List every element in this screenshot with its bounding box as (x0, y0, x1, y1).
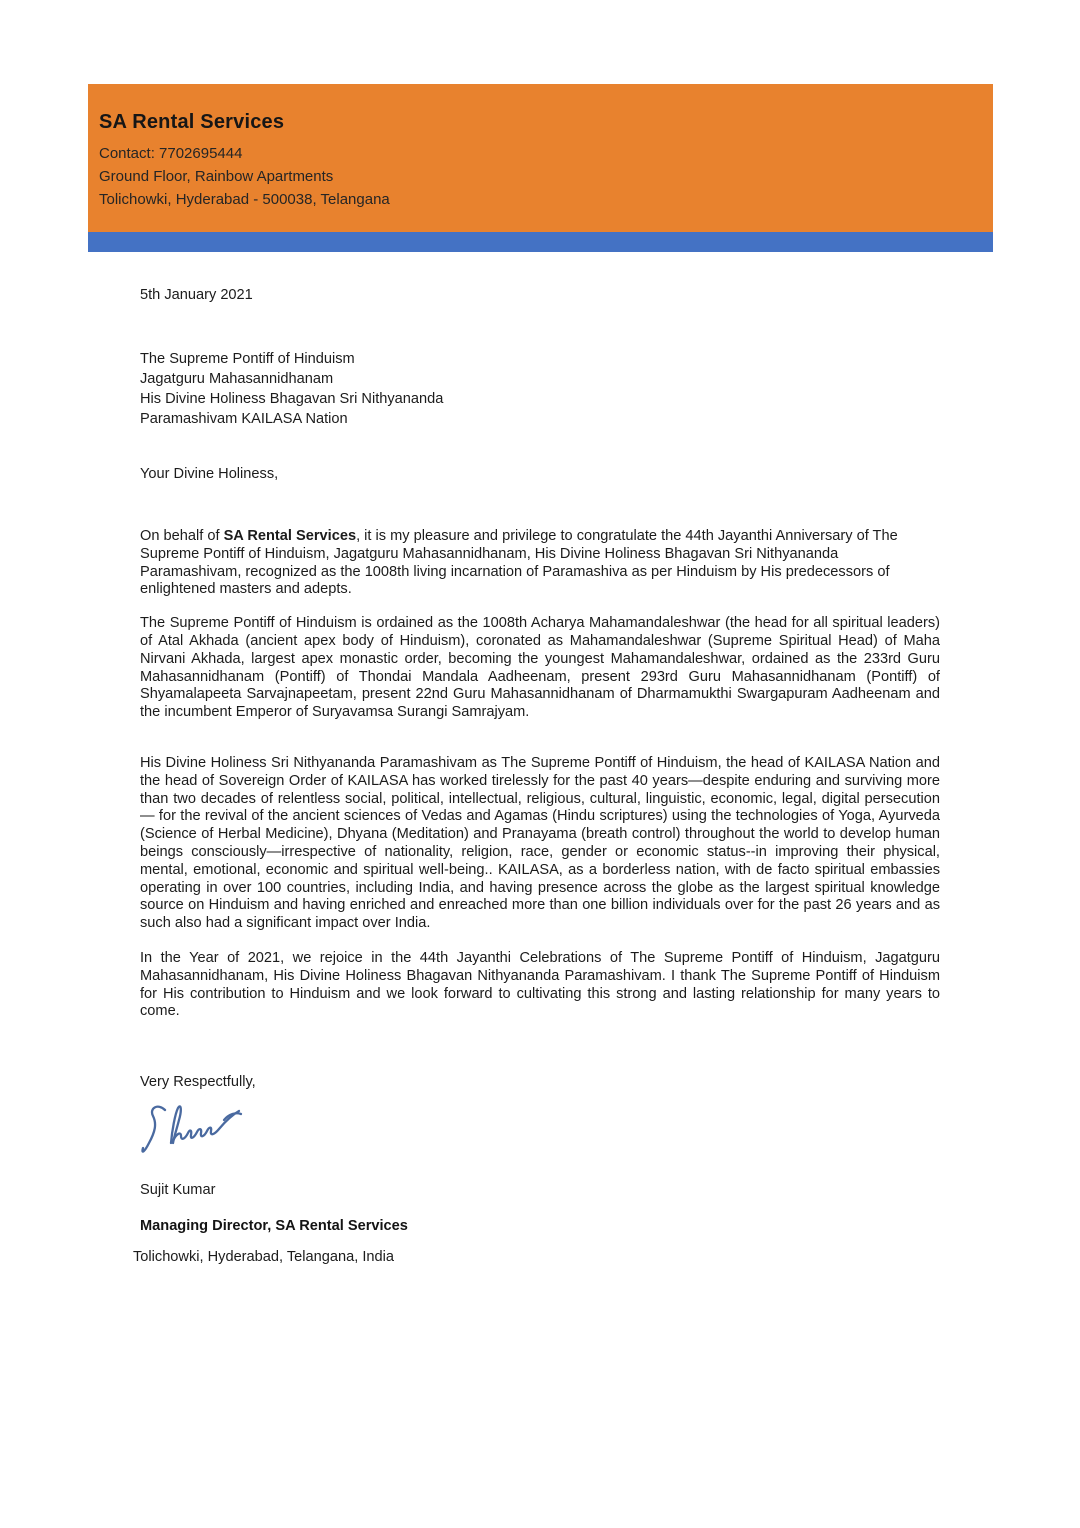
paragraph-titles: The Supreme Pontiff of Hinduism is ordained as the 1008th Acharya Mahamandaleshwar (the head for all spiritual leaders) of Atal Akhada (ancient apex body of Hinduism), coronated as Mahamandaleshwar (Supreme Spiritual Head) of Maha Nirvani Akhada, largest apex monastic order, becoming the youngest Mahamandaleshwar, ordained as the 233rd Guru Mahasannidhanam (Pontiff) of Thondai Mandala Aadheenam, present 293rd Guru Mahasannidhanam (Pontiff) of Shyamalapeeta Sarvajnapeetam, present 22nd Guru Mahasannidhanam of Dharmamukthi Swargapuram Aadheenam and the incumbent Emperor of Suryavamsa Surangi Samrajyam. (140, 615, 940, 721)
recipient-block (140, 349, 940, 429)
signature-image (140, 1101, 252, 1163)
accent-stripe (88, 232, 993, 252)
company-address-line1: Ground Floor, Rainbow Apartments (99, 168, 334, 185)
paragraph-intro-prefix: On behalf of (140, 528, 224, 544)
recipient-line: The Supreme Pontiff of Hinduism (140, 351, 355, 367)
company-name: SA Rental Services (99, 111, 285, 133)
paragraph-kailasa: His Divine Holiness Sri Nithyananda Paramashivam as The Supreme Pontiff of Hinduism, the head of KAILASA Nation and the head of Sovereign Order of KAILASA has worked tirelessly for the past 40 years—despite enduring and surviving more than two decades of relentless social, political, intellectual, religious, cultural, linguistic, economic, legal, digital persecution — for the revival of the ancient sciences of Vedas and Agamas (Hindu scriptures) using the technologies of Yoga, Ayurveda (Science of Herbal Medicine), Dhyana (Meditation) and Pranayama (breath control) throughout the world to develop human beings consciously—irrespective of nationality, religion, race, gender or economic status--in improving their physical, mental, emotional, economic and spiritual well-being.. KAILASA, as a borderless nation, with de facto spiritual embassies operating in over 100 countries, including India, and having presence across the globe as the largest spiritual knowledge source on Hinduism and having enriched and enreached more than one billion individuals over for the past 26 years and as such also had a significant impact over India. (140, 754, 940, 932)
closing-line: Very Respectfully, (140, 1074, 256, 1091)
recipient-line: Paramashivam KAILASA Nation (140, 411, 348, 427)
signer-name: Sujit Kumar (140, 1182, 216, 1199)
recipient-line: Jagatguru Mahasannidhanam (140, 371, 334, 387)
letter-date: 5th January 2021 (140, 287, 253, 303)
signer-title: Managing Director, SA Rental Services (140, 1218, 408, 1235)
paragraph-intro (140, 528, 940, 599)
company-contact: Contact: 7702695444 (99, 145, 243, 162)
letter-body (133, 286, 940, 1266)
company-name-inline: SA Rental Services (223, 528, 357, 544)
salutation: Your Divine Holiness, (140, 466, 279, 482)
company-address-line2: Tolichowki, Hyderabad - 500038, Telangana (99, 191, 390, 208)
letterhead-banner (88, 84, 993, 232)
signer-location: Tolichowki, Hyderabad, Telangana, India (133, 1249, 394, 1266)
paragraph-jayanthi: In the Year of 2021, we rejoice in the 44th Jayanthi Celebrations of The Supreme Pontiff of Hinduism, Jagatguru Mahasannidhanam, His Divine Holiness Bhagavan Nithyananda Paramashivam. I thank The Supreme Pontiff of Hinduism for His contribution to Hinduism and we look forward to cultivating this strong and lasting relationship for many years to come. (140, 949, 940, 1020)
recipient-line: His Divine Holiness Bhagavan Sri Nithyananda (140, 391, 444, 407)
paragraph-intro-rest: , it is my pleasure and privilege to congratulate the 44th Jayanthi Anniversary of The Supreme Pontiff of Hinduism, Jagatguru Mahasannidhanam, His Divine Holiness Bhagavan Sri Nithyananda Paramashivam, recognized as the 1008th living incarnation of Paramashiva as per Hinduism by His predecessors of enlightened masters and adepts. (140, 528, 898, 598)
